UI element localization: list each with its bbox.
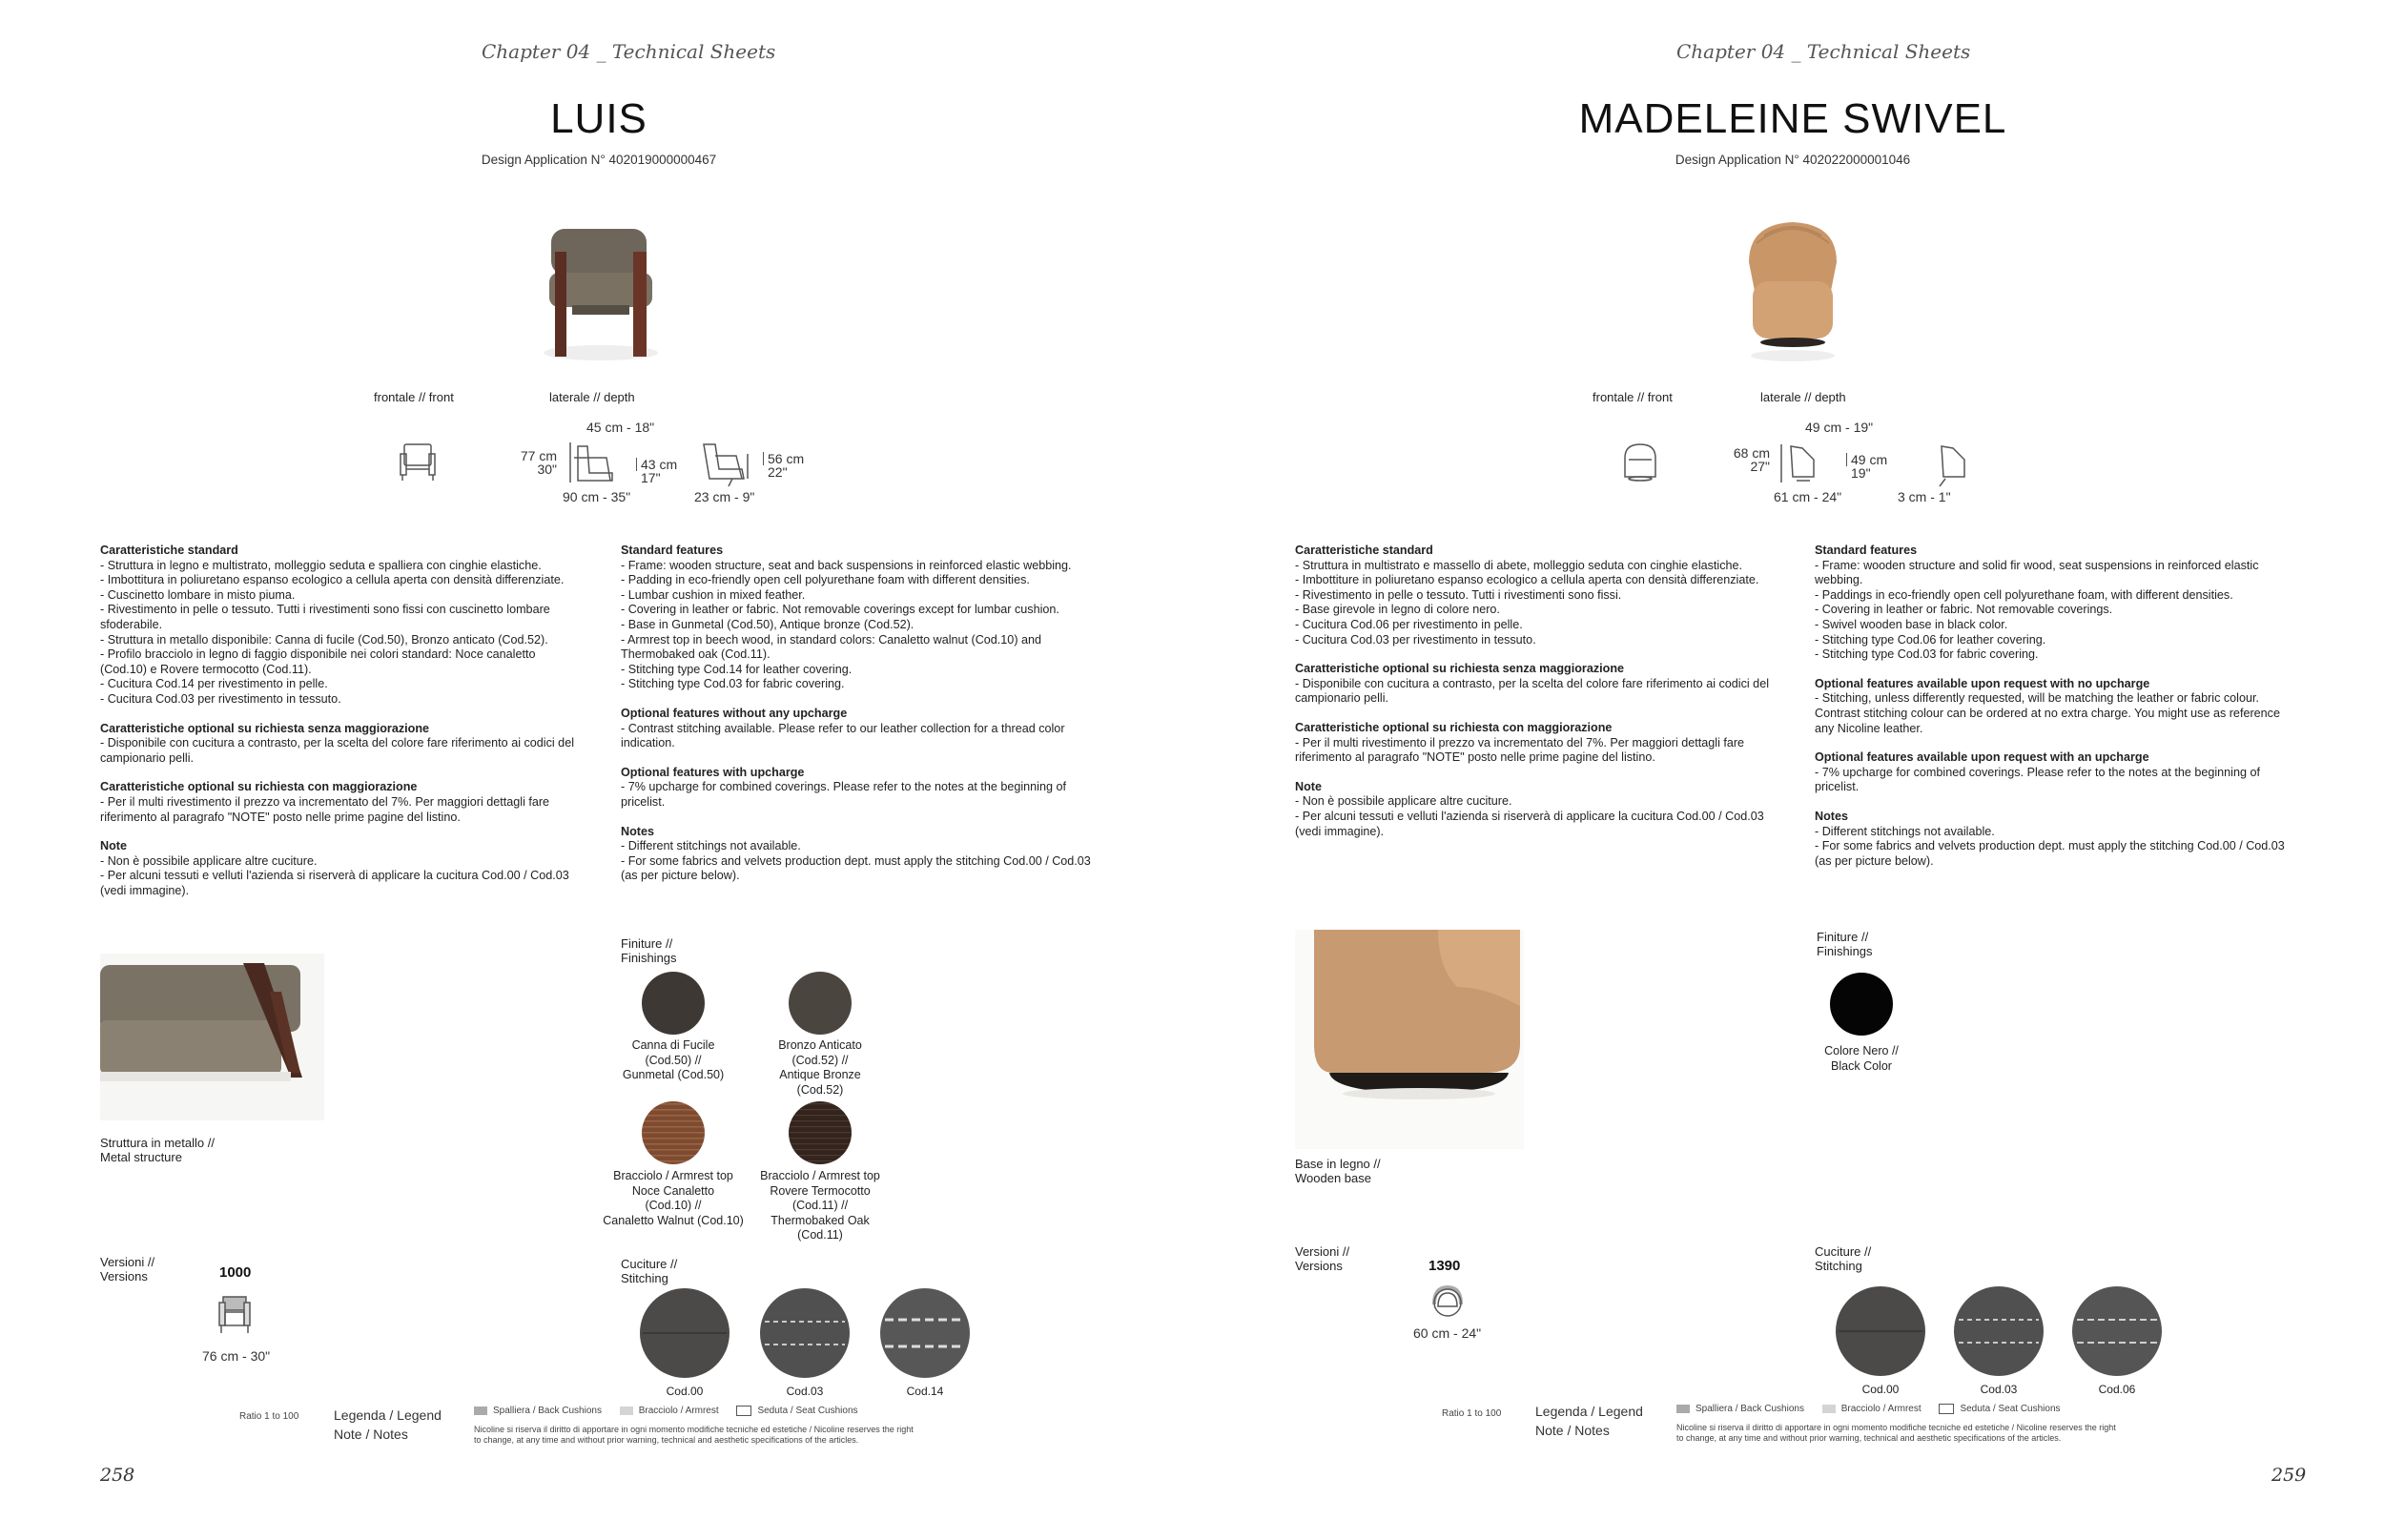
list-item: - Rivestimento in pelle o tessuto. Tutti i rivestimenti sono fissi. bbox=[1295, 587, 1622, 602]
legend-swatch-armrest bbox=[1822, 1405, 1836, 1413]
design-application: Design Application N° 402019000000467 bbox=[481, 153, 717, 167]
features-it bbox=[1295, 544, 1772, 853]
list-item: - Per il multi rivestimento il prezzo va incrementato del 7%. Per maggiori dettagli fare riferimento al paragrafo "NOTE" posto nelle prime pagine del listino. bbox=[100, 794, 550, 824]
swatch-label-line: (Cod.50) // bbox=[645, 1053, 702, 1067]
list-item: - Cuscinetto lombare in misto piuma. bbox=[100, 587, 296, 602]
list-item: - Stitching type Cod.14 for leather covering. bbox=[621, 662, 853, 676]
finishes-title: Finiture // Finishings bbox=[1817, 930, 1873, 958]
legend-swatch-seat bbox=[736, 1406, 751, 1416]
standard-list bbox=[100, 559, 582, 708]
list-item: - For some fabrics and velvets production dept. must apply the stitching Cod.00 / Cod.03 (as per picture below). bbox=[1815, 839, 2285, 868]
heading-optional-free: Optional features without any upcharge bbox=[621, 706, 848, 720]
list-item: - Non è possibile applicare altre cuciture. bbox=[100, 853, 318, 868]
heading-optional-paid: Optional features with upcharge bbox=[621, 765, 805, 779]
optional-free-list bbox=[100, 736, 582, 766]
list-item: - Paddings in eco-friendly open cell polyurethane foam, with different densities. bbox=[1815, 587, 2233, 602]
list-item: - Padding in eco-friendly open cell polyurethane foam with different densities. bbox=[621, 573, 1030, 587]
front-view-drawing bbox=[397, 441, 439, 483]
list-item: - Struttura in legno e multistrato, molleggio seduta e spalliera con cinghie elastiche. bbox=[100, 558, 542, 572]
stitching-title: Cuciture // Stitching bbox=[621, 1257, 678, 1285]
chapter-header: Chapter 04 _ Technical Sheets bbox=[482, 40, 776, 63]
list-item: - Frame: wooden structure and solid fir wood, seat suspensions in reinforced elastic webbing. bbox=[1815, 558, 2259, 587]
features-en bbox=[1815, 544, 2301, 883]
list-item: - Rivestimento in pelle o tessuto. Tutti i rivestimenti sono fissi con cuscinetto lombare sfoderabile. bbox=[100, 603, 550, 631]
stitch-label: Cod.06 bbox=[2098, 1383, 2136, 1396]
heading-standard: Caratteristiche standard bbox=[100, 544, 238, 557]
product-title: LUIS bbox=[550, 95, 647, 142]
swatch-label-line: Bronzo Anticato bbox=[778, 1038, 862, 1052]
front-label: frontale // front bbox=[374, 390, 454, 404]
list-item: - 7% upcharge for combined coverings. Please refer to the notes at the beginning of pricelist. bbox=[1815, 765, 2260, 794]
stitch-label: Cod.00 bbox=[1861, 1383, 1900, 1396]
legend-swatch-armrest bbox=[620, 1407, 633, 1415]
notes-list bbox=[1815, 825, 2301, 870]
heading-optional-free: Caratteristiche optional su richiesta senza maggiorazione bbox=[1295, 662, 1625, 676]
heading-optional-paid: Caratteristiche optional su richiesta con maggiorazione bbox=[1295, 720, 1613, 734]
front-view-drawing bbox=[1621, 442, 1659, 483]
list-item: - Stitching type Cod.06 for leather covering. bbox=[1815, 632, 2046, 647]
list-item: - Frame: wooden structure, seat and back suspensions in reinforced elastic webbing. bbox=[621, 558, 1072, 572]
swatch-label-line: Bracciolo / Armrest top bbox=[613, 1169, 733, 1182]
swatch-label-line: Bracciolo / Armrest top bbox=[760, 1169, 880, 1182]
dim-seat-in: 17" bbox=[641, 470, 661, 485]
legend-swatch-back bbox=[1676, 1405, 1690, 1413]
heading-optional-paid: Optional features available upon request with an upcharge bbox=[1815, 750, 2149, 765]
list-item: - Contrast stitching available. Please refer to our leather collection for a thread color indication. bbox=[621, 721, 1065, 750]
swatch-label-line: (Cod.11) bbox=[797, 1228, 843, 1242]
dim-height-in: 30" bbox=[537, 462, 557, 477]
recline-view-drawing bbox=[698, 441, 765, 490]
swatch-thermobaked-oak[interactable] bbox=[788, 1100, 853, 1165]
swatch-label-line: Noce Canaletto bbox=[631, 1183, 715, 1198]
detail-caption: Base in legno // Wooden base bbox=[1295, 1157, 1381, 1185]
heading-notes: Note bbox=[1295, 779, 1322, 793]
list-item: - Stitching type Cod.03 for fabric covering. bbox=[621, 677, 845, 691]
dim-top: 49 cm - 19" bbox=[1805, 420, 1874, 435]
swatch-label-line: Rovere Termocotto bbox=[770, 1183, 871, 1198]
dim-depth: 90 cm - 35" bbox=[563, 489, 631, 504]
chapter-header: Chapter 04 _ Technical Sheets bbox=[1676, 40, 1971, 63]
dim-arm-in: 22" bbox=[768, 464, 788, 480]
standard-list bbox=[1295, 559, 1772, 648]
dim-seat: 49 cm bbox=[1846, 453, 1887, 466]
version-drawing[interactable] bbox=[1430, 1283, 1465, 1318]
list-item: - Imbottiture in poliuretano espanso ecologico a cellula aperta con densità differenziate. bbox=[1295, 573, 1759, 587]
legend-block: Legenda / Legend Note / Notes bbox=[334, 1407, 442, 1442]
optional-paid-list bbox=[1295, 736, 1772, 766]
list-item: - Per alcuni tessuti e velluti l'azienda si riserverà di applicare la cucitura Cod.00 / Cod.03 (vedi immagine). bbox=[1295, 809, 1764, 838]
heading-notes: Notes bbox=[621, 824, 654, 838]
optional-paid-list bbox=[1815, 766, 2301, 795]
dim-arm: 56 cm bbox=[763, 452, 804, 465]
legend-items: Spalliera / Back Cushions Bracciolo / Armrest Seduta / Seat Cushions bbox=[474, 1406, 858, 1416]
standard-list bbox=[1815, 559, 2301, 663]
ratio-label: Ratio 1 to 100 bbox=[239, 1411, 299, 1422]
swatch-label-line: Canaletto Walnut (Cod.10) bbox=[603, 1213, 744, 1227]
swatch-label-line: (Cod.52) bbox=[796, 1082, 844, 1097]
swatch-label-line: (Cod.10) // bbox=[645, 1199, 702, 1212]
list-item: - Cucitura Cod.03 per rivestimento in tessuto. bbox=[1295, 632, 1536, 647]
list-item: - Profilo bracciolo in legno di faggio disponibile nei colori standard: Noce canaletto (Cod.10) e Rovere termocotto (Cod.11). bbox=[100, 647, 536, 676]
swatch-label bbox=[715, 1169, 925, 1243]
side-label: laterale // depth bbox=[1760, 390, 1846, 404]
stitch-cod00[interactable] bbox=[1835, 1285, 1926, 1377]
stitch-cod14[interactable] bbox=[879, 1287, 971, 1379]
heading-optional-paid: Caratteristiche optional su richiesta con maggiorazione bbox=[100, 780, 418, 794]
list-item: - Different stitchings not available. bbox=[1815, 824, 1995, 838]
optional-free-list bbox=[1815, 691, 2301, 736]
dim-seat-in: 19" bbox=[1851, 465, 1871, 481]
list-item: - Covering in leather or fabric. Not removable coverings. bbox=[1815, 603, 2113, 617]
page-number: 259 bbox=[2271, 1465, 2307, 1486]
heading-optional-free: Optional features available upon request with no upcharge bbox=[1815, 676, 2150, 690]
optional-paid-list bbox=[621, 780, 1107, 810]
list-item: - Cucitura Cod.06 per rivestimento in pelle. bbox=[1295, 617, 1523, 631]
list-item: - Stitching type Cod.03 for fabric covering. bbox=[1815, 647, 2039, 662]
list-item: - Base girevole in legno di colore nero. bbox=[1295, 603, 1500, 617]
stitch-label: Cod.03 bbox=[786, 1385, 824, 1398]
list-item: - Per il multi rivestimento il prezzo va incrementato del 7%. Per maggiori dettagli fare riferimento al paragrafo "NOTE" posto nelle prime pagine del listino. bbox=[1295, 735, 1745, 765]
list-item: - Disponibile con cucitura a contrasto, per la scelta del colore fare riferimento ai codici del campionario pelli. bbox=[1295, 676, 1769, 706]
heading-standard: Standard features bbox=[1815, 544, 1918, 557]
design-application: Design Application N° 402022000001046 bbox=[1675, 153, 1911, 167]
optional-paid-list bbox=[100, 795, 582, 825]
swatch-label-line: Gunmetal (Cod.50) bbox=[622, 1068, 725, 1081]
version-code: 1390 bbox=[1428, 1258, 1461, 1274]
list-item: - Covering in leather or fabric. Not removable coverings except for lumbar cushion. bbox=[621, 603, 1059, 617]
detail-photo bbox=[100, 954, 324, 1120]
disclaimer: Nicoline si riserva il diritto di apportare in ogni momento modifiche tecniche ed estetiche / Nicoline reserves the right to change, at any time and without prior warning, technical and aesthetic specifications of the articles. bbox=[474, 1425, 914, 1445]
legend-block: Legenda / Legend Note / Notes bbox=[1535, 1404, 1643, 1438]
list-item: - Cucitura Cod.03 per rivestimento in tessuto. bbox=[100, 691, 341, 706]
list-item: - Base in Gunmetal (Cod.50), Antique bronze (Cod.52). bbox=[621, 617, 915, 631]
list-item: - Different stitchings not available. bbox=[621, 839, 801, 853]
list-item: - Cucitura Cod.14 per rivestimento in pelle. bbox=[100, 677, 328, 691]
list-item: - Struttura in metallo disponibile: Canna di fucile (Cod.50), Bronzo anticato (Cod.52). bbox=[100, 632, 548, 647]
dim-seat: 43 cm bbox=[636, 458, 677, 471]
legend-swatch-back bbox=[474, 1407, 487, 1415]
detail-caption: Struttura in metallo // Metal structure bbox=[100, 1136, 215, 1164]
swatch-label bbox=[1766, 1044, 1957, 1074]
optional-free-list bbox=[621, 722, 1107, 751]
legend-swatch-seat bbox=[1939, 1404, 1954, 1414]
list-item: - Non è possibile applicare altre cuciture. bbox=[1295, 794, 1512, 809]
version-dim: 60 cm - 24" bbox=[1413, 1325, 1482, 1341]
swatch-label-line: Antique Bronze bbox=[779, 1068, 861, 1081]
features-en bbox=[621, 544, 1107, 898]
swatch-label-line: Black Color bbox=[1831, 1058, 1892, 1073]
standard-list bbox=[621, 559, 1107, 692]
list-item: - Imbottitura in poliuretano espanso ecologico a cellula aperta con densità differenziate. bbox=[100, 573, 565, 587]
versions-title: Versioni // Versions bbox=[100, 1255, 155, 1283]
ratio-label: Ratio 1 to 100 bbox=[1442, 1408, 1502, 1419]
stitch-cod00[interactable] bbox=[639, 1287, 730, 1379]
swatch-canaletto-walnut[interactable] bbox=[641, 1100, 706, 1165]
version-code: 1000 bbox=[219, 1264, 252, 1281]
list-item: - 7% upcharge for combined coverings. Please refer to the notes at the beginning of pricelist. bbox=[621, 780, 1066, 809]
side-view-drawing bbox=[1779, 442, 1825, 484]
optional-free-list bbox=[1295, 677, 1772, 707]
disclaimer: Nicoline si riserva il diritto di apportare in ogni momento modifiche tecniche ed estetiche / Nicoline reserves the right to change, at any time and without prior warning, technical and aesthetic specifications of the articles. bbox=[1676, 1423, 2116, 1443]
dim-height: 68 cm bbox=[1733, 445, 1770, 461]
stitch-label: Cod.03 bbox=[1980, 1383, 2018, 1396]
heading-standard: Standard features bbox=[621, 544, 724, 557]
front-label: frontale // front bbox=[1593, 390, 1673, 404]
stitch-cod06[interactable] bbox=[2071, 1285, 2163, 1377]
swatch-black[interactable] bbox=[1829, 972, 1894, 1037]
stitch-label: Cod.00 bbox=[666, 1385, 704, 1398]
side-label: laterale // depth bbox=[549, 390, 635, 404]
dim-height: 77 cm bbox=[520, 448, 557, 463]
dim-bottom: 23 cm - 9" bbox=[694, 489, 755, 504]
stitch-cod03[interactable] bbox=[1953, 1285, 2045, 1377]
list-item: - Per alcuni tessuti e velluti l'azienda si riserverà di applicare la cucitura Cod.00 / Cod.03 (vedi immagine). bbox=[100, 869, 569, 897]
dim-bottom: 3 cm - 1" bbox=[1898, 489, 1951, 504]
stitch-label: Cod.14 bbox=[906, 1385, 944, 1398]
list-item: - Struttura in multistrato e massello di abete, molleggio seduta con cinghie elastiche. bbox=[1295, 558, 1743, 572]
finishes-title: Finiture // Finishings bbox=[621, 936, 677, 965]
list-item: - Stitching, unless differently requested, will be matching the leather or fabric colour. Contrast stitching colour can be ordered at no extra charge. You might use as reference any Nicoline leather. bbox=[1815, 691, 2280, 735]
swatch-label-line: (Cod.11) // bbox=[791, 1199, 849, 1212]
version-drawing[interactable] bbox=[216, 1293, 254, 1335]
list-item: - Armrest top in beech wood, in standard colors: Canaletto walnut (Cod.10) and Thermobaked oak (Cod.11). bbox=[621, 632, 1042, 662]
heading-notes: Note bbox=[100, 839, 127, 853]
product-photo bbox=[1736, 215, 1850, 367]
dim-depth: 61 cm - 24" bbox=[1774, 489, 1842, 504]
recline-view-drawing bbox=[1930, 442, 1978, 488]
swatch-label-line: Colore Nero // bbox=[1824, 1044, 1899, 1057]
dim-top: 45 cm - 18" bbox=[586, 420, 655, 435]
notes-list bbox=[621, 839, 1107, 884]
versions-title: Versioni // Versions bbox=[1295, 1244, 1350, 1273]
list-item: - Swivel wooden base in black color. bbox=[1815, 617, 2008, 631]
list-item: - Disponibile con cucitura a contrasto, per la scelta del colore fare riferimento ai codici del campionario pelli. bbox=[100, 736, 574, 765]
list-item: - Lumbar cushion in mixed feather. bbox=[621, 587, 806, 602]
heading-standard: Caratteristiche standard bbox=[1295, 544, 1433, 557]
swatch-label-line: Canna di Fucile bbox=[631, 1038, 715, 1052]
swatch-antique-bronze[interactable] bbox=[788, 971, 853, 1036]
side-view-drawing bbox=[568, 441, 620, 484]
stitching-title: Cuciture // Stitching bbox=[1815, 1244, 1872, 1273]
swatch-gunmetal[interactable] bbox=[641, 971, 706, 1036]
heading-notes: Notes bbox=[1815, 809, 1848, 823]
stitch-cod03[interactable] bbox=[759, 1287, 851, 1379]
product-title: MADELEINE SWIVEL bbox=[1578, 95, 2007, 142]
features-it bbox=[100, 544, 582, 913]
swatch-label bbox=[725, 1038, 915, 1098]
detail-photo bbox=[1295, 930, 1524, 1149]
page-number: 258 bbox=[100, 1465, 135, 1486]
dim-height-in: 27" bbox=[1750, 459, 1770, 474]
notes-list bbox=[1295, 794, 1772, 839]
notes-list bbox=[100, 854, 582, 899]
heading-optional-free: Caratteristiche optional su richiesta senza maggiorazione bbox=[100, 721, 430, 735]
legend-items: Spalliera / Back Cushions Bracciolo / Armrest Seduta / Seat Cushions bbox=[1676, 1404, 2061, 1414]
swatch-label-line: (Cod.52) // bbox=[791, 1053, 849, 1067]
list-item: - For some fabrics and velvets production dept. must apply the stitching Cod.00 / Cod.03 (as per picture below). bbox=[621, 853, 1091, 883]
product-photo bbox=[534, 210, 668, 372]
version-dim: 76 cm - 30" bbox=[202, 1348, 271, 1364]
swatch-label-line: Thermobaked Oak bbox=[771, 1213, 870, 1227]
